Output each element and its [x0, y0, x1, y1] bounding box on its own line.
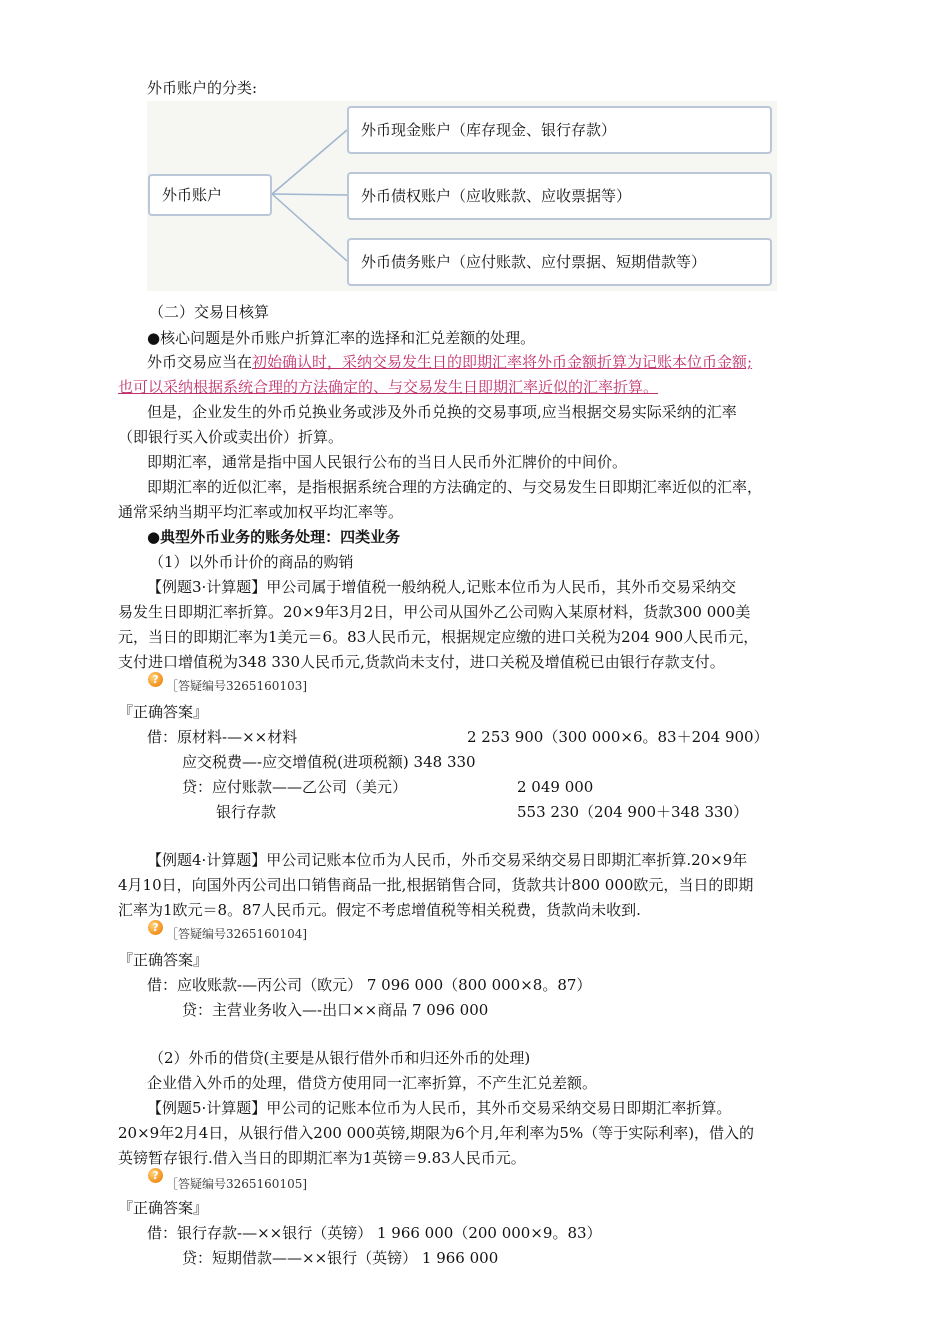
question-icon[interactable]: ?: [148, 1168, 163, 1183]
para1-highlight-2: 也可以采纳根据系统合理的方法确定的、与交易发生日即期汇率近似的汇率折算。: [118, 378, 659, 396]
diagram-branch-cash: 外币现金账户（库存现金、银行存款）: [347, 106, 772, 154]
ex3-line1: 【例题3·计算题】甲公司属于增值税一般纳税人,记账本位币为人民币，其外币交易采纳交: [147, 578, 737, 596]
ex3-line2: 易发生日即期汇率折算。20×9年3月2日，甲公司从国外乙公司购入某原材料，货款300 000美: [118, 603, 751, 621]
para2-line2: （即银行买入价或卖出价）折算。: [118, 428, 344, 446]
diagram-branch-payable: 外币债务账户（应付账款、应付票据、短期借款等）: [347, 238, 772, 286]
ex3-line3: 元，当日的即期汇率为1美元＝6。83人民币元，根据规定应缴的进口关税为204 900人民币元，: [118, 628, 759, 646]
para1-highlight-1: 初始确认时，采纳交易发生日的即期汇率将外币金额折算为记账本位币金额;: [252, 353, 753, 371]
para4-line1: 即期汇率的近似汇率，是指根据系统合理的方法确定的、与交易发生日即期汇率近似的汇率，: [147, 478, 763, 496]
typical-heading: ●典型外币业务的账务处理：四类业务: [147, 528, 401, 546]
ex4-question-id: ［答疑编号3265160104]: [166, 927, 308, 941]
para3: 即期汇率，通常是指中国人民银行公布的当日人民币外汇牌价的中间价。: [147, 453, 628, 471]
ex3-line4: 支付进口增值税为348 330人民币元,货款尚未支付，进口关税及增值税已由银行存款支付。: [118, 653, 725, 671]
ex3-entry1-value: 2 253 900（300 000×6。83＋204 900）: [467, 728, 769, 746]
ex3-entry3: 贷：应付账款——乙公司（美元）: [182, 778, 408, 796]
para2-line1: 但是，企业发生的外币兑换业务或涉及外币兑换的交易事项,应当根据交易实际采纳的汇率: [147, 403, 737, 421]
ex5-question-id: ［答疑编号3265160105]: [166, 1177, 308, 1191]
ex4-line1: 【例题4·计算题】甲公司记账本位币为人民币，外币交易采纳交易日即期汇率折算.20×9年: [147, 851, 748, 869]
part1-title: （1）以外币计价的商品的购销: [149, 553, 354, 571]
ex3-entry3-value: 2 049 000: [517, 778, 594, 796]
ex4-line3: 汇率为1欧元＝8。87人民币元。假定不考虑增值税等相关税费，货款尚未收到.: [118, 901, 641, 919]
ex3-entry1: 借：原材料-—××材料: [147, 728, 298, 746]
ex3-entry4: 银行存款: [216, 803, 277, 821]
part2-title: （2）外币的借贷(主要是从银行借外币和归还外币的处理): [149, 1049, 531, 1067]
ex4-answer-label: 『正确答案』: [118, 951, 209, 969]
ex4-line2: 4月10日，向国外丙公司出口销售商品一批,根据销售合同，货款共计800 000欧元，当日的即期: [118, 876, 754, 894]
para1-prefix: 外币交易应当在: [147, 353, 253, 371]
ex3-entry2: 应交税费—-应交增值税(进项税额) 348 330: [182, 753, 476, 771]
para4-line2: 通常采纳当期平均汇率或加权平均汇率等。: [118, 503, 404, 521]
question-icon[interactable]: ?: [148, 672, 163, 687]
ex4-entry2: 贷：主营业务收入—-出口××商品 7 096 000: [182, 1001, 489, 1019]
section-title: （二）交易日核算: [149, 303, 270, 321]
ex3-answer-label: 『正确答案』: [118, 703, 209, 721]
ex5-entry1: 借：银行存款-—××银行（英镑） 1 966 000（200 000×9。83）: [147, 1224, 602, 1242]
question-icon[interactable]: ?: [148, 920, 163, 935]
para1-line1: [147, 352, 752, 372]
intro-text: 外币账户的分类:: [147, 79, 258, 97]
ex3-entry4-value: 553 230（204 900＋348 330）: [517, 803, 749, 821]
ex5-answer-label: 『正确答案』: [118, 1199, 209, 1217]
diagram-branch-receivable: 外币债权账户（应收账款、应收票据等）: [347, 172, 772, 220]
ex3-question-id: ［答疑编号3265160103]: [166, 679, 308, 693]
ex4-entry1: 借：应收账款-—丙公司（欧元） 7 096 000（800 000×8。87）: [147, 976, 592, 994]
diagram-root-box: 外币账户: [148, 174, 272, 216]
ex5-entry2: 贷：短期借款——××银行（英镑） 1 966 000: [182, 1249, 499, 1267]
ex5-line2: 20×9年2月4日，从银行借入200 000英镑,期限为6个月,年利率为5%（等于实际利率)，借入的: [118, 1124, 755, 1142]
core-issue: ●核心问题是外币账户折算汇率的选择和汇兑差额的处理。: [147, 329, 536, 347]
account-classification-diagram: [147, 101, 777, 291]
ex5-line3: 英镑暂存银行.借入当日的即期汇率为1英镑＝9.83人民币元。: [118, 1149, 526, 1167]
ex5-line1: 【例题5·计算题】甲公司的记账本位币为人民币，其外币交易采纳交易日即期汇率折算。: [147, 1099, 732, 1117]
part2-intro: 企业借入外币的处理，借贷方使用同一汇率折算，不产生汇兑差额。: [147, 1074, 598, 1092]
